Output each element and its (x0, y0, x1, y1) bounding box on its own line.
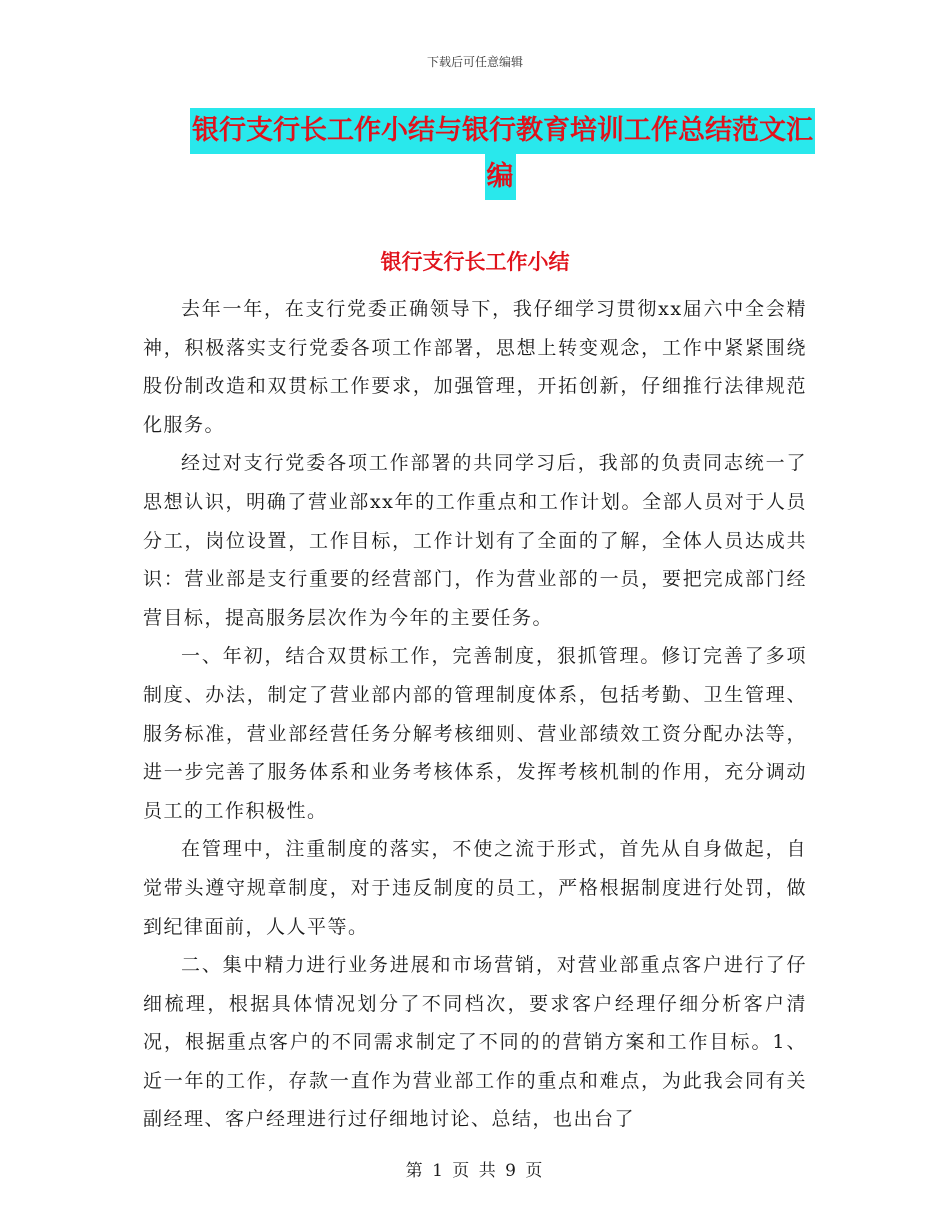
header-note: 下载后可任意编辑 (426, 55, 523, 69)
paragraph: 在管理中，注重制度的落实，不使之流于形式，首先从自身做起，自觉带头遵守规章制度，对于违反制度的员工，严格根据制度进行处罚，做到纪律面前，人人平等。 (143, 838, 807, 938)
paragraph: 去年一年，在支行党委正确领导下，我仔细学习贯彻xx届六中全会精神，积极落实支行党委各项工作部署，思想上转变观念，工作中紧紧围绕股份制改造和双贯标工作要求，加强管理，开拓创新，仔细推行法律规范化服务。 (143, 298, 807, 436)
paragraph: 一、年初，结合双贯标工作，完善制度，狠抓管理。修订完善了多项制度、办法，制定了营业部内部的管理制度体系，包括考勤、卫生管理、服务标准，营业部经营任务分解考核细则、营业部绩效工资分配办法等，进一步完善了服务体系和业务考核体系，发挥考核机制的作用，充分调动员工的工作积极性。 (143, 645, 807, 822)
page-footer: 第 1 页 共 9 页 (405, 1161, 545, 1181)
paragraph: 二、集中精力进行业务进展和市场营销，对营业部重点客户进行了仔细梳理，根据具体情况划分了不同档次，要求客户经理仔细分析客户清况，根据重点客户的不同需求制定了不同的的营销方案和工作目标。1、近一年的工作，存款一直作为营业部工作的重点和难点，为此我会同有关副经理、客户经理进行过仔细地讨论、总结，也出台了 (143, 954, 807, 1131)
document-title (190, 108, 813, 200)
title-line-2: 编 (485, 154, 516, 200)
title-line-1: 银行支行长工作小结与银行教育培训工作总结范文汇 (190, 108, 815, 154)
section-title: 银行支行长工作小结 (380, 250, 570, 274)
body-text (143, 290, 807, 1139)
paragraph: 经过对支行党委各项工作部署的共同学习后，我部的负责同志统一了思想认识，明确了营业部xx年的工作重点和工作计划。全部人员对于人员分工，岗位设置，工作目标，工作计划有了全面的了解，全体人员达成共识：营业部是支行重要的经营部门，作为营业部的一员，要把完成部门经营目标，提高服务层次作为今年的主要任务。 (143, 452, 807, 629)
